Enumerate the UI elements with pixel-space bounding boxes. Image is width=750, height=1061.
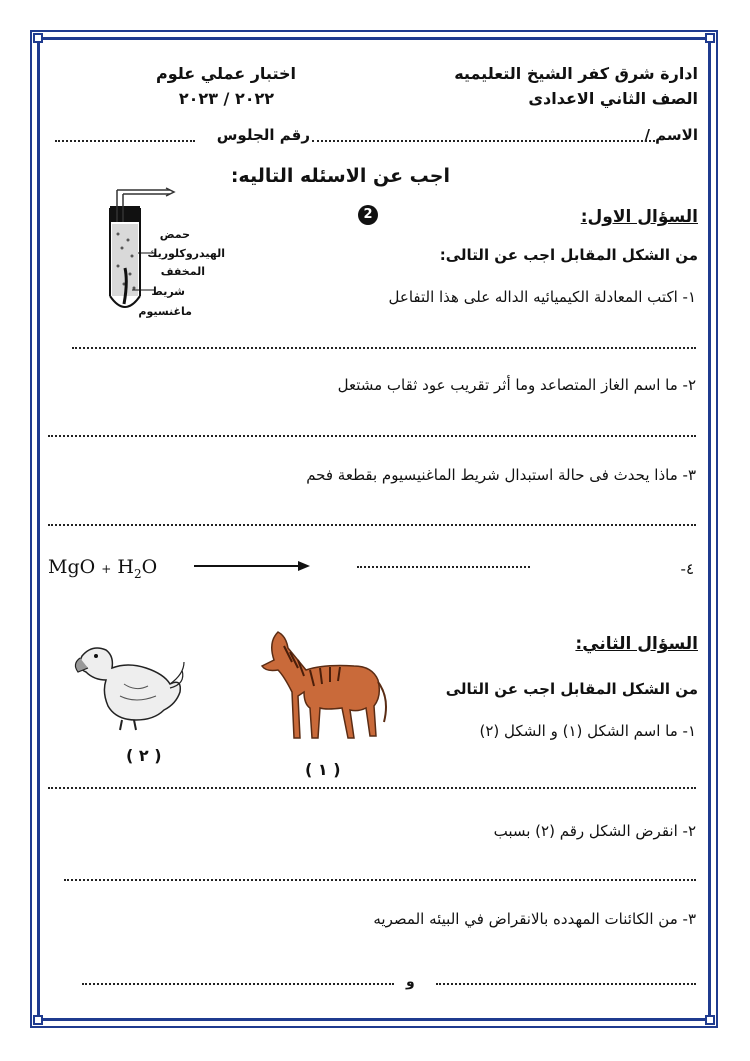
extinct-dodo-figure xyxy=(72,640,186,732)
figure-1-label: ( ١ ) xyxy=(305,760,341,779)
and-connector: و xyxy=(406,974,415,990)
equation-subscript: 2 xyxy=(133,566,142,581)
question-1-intro: من الشكل المقابل اجب عن التالى: xyxy=(439,246,698,264)
equation-term: O xyxy=(141,556,158,578)
name-answer-line[interactable] xyxy=(312,140,655,142)
reaction-arrow-icon xyxy=(192,558,316,574)
chemical-equation xyxy=(48,556,157,581)
figure-label-ribbon: شريط xyxy=(151,285,185,298)
answer-line[interactable] xyxy=(48,435,696,437)
seat-number-answer-line[interactable] xyxy=(55,140,195,142)
admin-title: ادارة شرق كفر الشيخ التعليميه xyxy=(454,64,698,83)
grade-title: الصف الثاني الاعدادى xyxy=(528,89,698,108)
question-1-title: السؤال الاول: xyxy=(580,207,698,227)
question-1-item: ٤- xyxy=(680,560,694,578)
answer-line[interactable] xyxy=(48,787,696,789)
question-1-item: ٣- ماذا يحدث فى حالة استبدال شريط الماغنيسيوم بقطعة فحم xyxy=(306,466,696,484)
seat-number-label: رقم الجلوس xyxy=(216,126,310,144)
exam-year: ٢٠٢٢ / ٢٠٢٣ xyxy=(178,89,274,108)
question-2-intro: من الشكل المقابل اجب عن التالى xyxy=(445,680,698,698)
border-corner xyxy=(705,1015,715,1025)
figure-label-acid: حمض xyxy=(159,228,190,241)
equation-plus: + xyxy=(101,562,112,576)
answer-line[interactable] xyxy=(357,566,530,568)
border-corner xyxy=(705,33,715,43)
answer-line[interactable] xyxy=(82,983,394,985)
answer-line[interactable] xyxy=(64,879,696,881)
border-corner xyxy=(33,1015,43,1025)
question-2-item: ١- ما اسم الشكل (١) و الشكل (٢) xyxy=(479,722,696,740)
question-1-item: ٢- ما اسم الغاز المتصاعد وما أثر تقريب عود ثقاب مشتعل xyxy=(337,376,696,394)
extinct-zebra-figure xyxy=(254,626,394,750)
question-2-item: ٢- انقرض الشكل رقم (٢) بسبب xyxy=(493,822,696,840)
figure-label-ribbon: ماغنسيوم xyxy=(138,305,192,318)
exam-title: اختبار عملي علوم xyxy=(155,64,296,83)
equation-term: H xyxy=(117,556,134,578)
main-instruction: اجب عن الاسئله التاليه: xyxy=(230,165,450,187)
name-label: الاسم / xyxy=(644,126,698,144)
question-1-item: ١- اكتب المعادلة الكيميائيه الداله على هذا التفاعل xyxy=(388,288,696,306)
figure-label-acid: الهيدروكلوريك xyxy=(147,247,225,260)
answer-line[interactable] xyxy=(48,524,696,526)
border-corner xyxy=(33,33,43,43)
answer-line[interactable] xyxy=(72,347,696,349)
figure-2-label: ( ٢ ) xyxy=(126,746,162,765)
answer-line[interactable] xyxy=(436,983,696,985)
question-2-item: ٣- من الكائنات المهدده بالانقراض في البيئه المصريه xyxy=(373,910,696,928)
question-2-title: السؤال الثاني: xyxy=(575,634,698,654)
sheet-number-badge: 2 xyxy=(358,205,378,225)
figure-label-acid: المخفف xyxy=(160,265,205,278)
equation-term: MgO xyxy=(48,556,96,578)
